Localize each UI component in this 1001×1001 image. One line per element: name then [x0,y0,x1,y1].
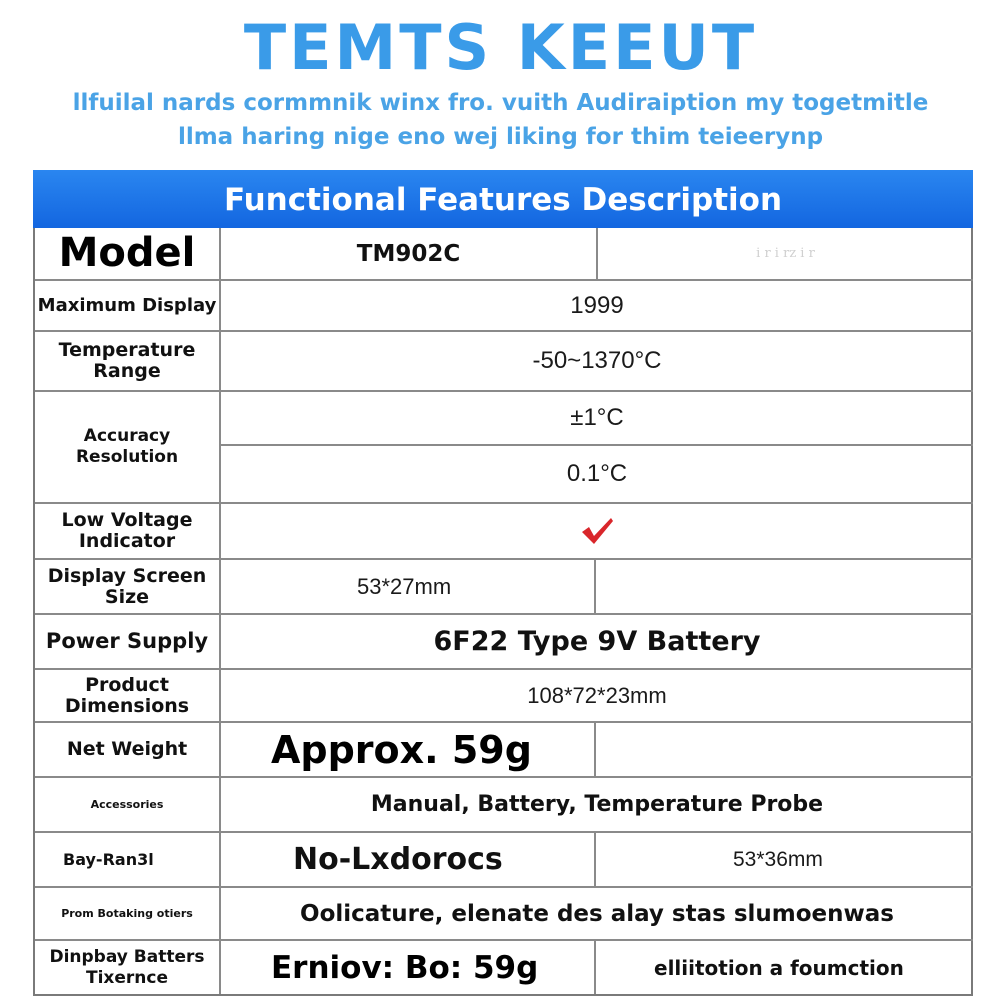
value-temp-range: -50~1370°C [532,347,662,374]
subtitle-line-2: llma haring nige eno wej liking for thim teieerynp [177,124,824,150]
label-accessories: Accessories [35,778,221,831]
row-dinpbay [35,941,973,994]
value-accuracy: ±1°C [221,392,973,446]
value-bay-size: 53*36mm [733,847,823,871]
page-title: TEMTS KEEUT [243,11,758,84]
value-model-faint: i r i rz i r [756,246,815,261]
checkmark-icon [579,515,615,547]
label-prom: Prom Botaking otiers [35,888,221,939]
row-low-voltage [35,504,973,560]
label-net-weight: Net Weight [35,723,221,776]
label-bay: Bay-Ran3l [35,833,221,886]
value-bay: No-Lxdorocs [221,833,596,886]
label-screen-size: Display Screen Size [35,560,221,613]
row-accuracy-resolution [35,392,973,504]
features-table [33,228,973,996]
label-dimensions: Product Dimensions [35,670,221,721]
value-net-weight: Approx. 59g [221,723,596,776]
row-prom [35,888,973,941]
value-accessories: Manual, Battery, Temperature Probe [370,792,824,817]
label-low-voltage: Low Voltage Indicator [35,504,221,558]
value-dinpbay: Erniov: Bo: 59g [221,941,596,994]
label-model [35,228,221,279]
row-dimensions [35,670,973,723]
row-max-display [35,281,973,332]
value-low-voltage [221,504,973,558]
subtitle-line-1: llfuilal nards cormmnik winx fro. vuith Audiraiption my togetmitle [72,90,929,116]
value-model: TM902C [221,228,598,279]
row-accessories [35,778,973,833]
row-model [35,228,973,281]
value-power-supply: 6F22 Type 9V Battery [433,626,761,657]
value-prom: Oolicature, elenate des alay stas slumoenwas [300,900,894,927]
row-net-weight [35,723,973,778]
table-heading: Functional Features Description [33,170,973,228]
value-dinpbay-extra: elliitotion a foumction [654,955,904,980]
label-dinpbay: Dinpbay Batters Tixernce [35,941,221,994]
label-power-supply: Power Supply [35,615,221,668]
row-power-supply [35,615,973,670]
value-max-display: 1999 [570,291,624,319]
row-screen-size [35,560,973,615]
label-accuracy-resolution: Accuracy Resolution [35,392,221,502]
label-temp-range: Temperature Range [35,332,221,390]
value-dimensions: 108*72*23mm [527,682,667,708]
value-resolution: 0.1°C [566,460,628,487]
row-temp-range [35,332,973,392]
label-text: Model [58,230,196,276]
value-screen-size: 53*27mm [221,560,596,613]
label-max-display: Maximum Display [35,281,221,330]
row-bay [35,833,973,888]
